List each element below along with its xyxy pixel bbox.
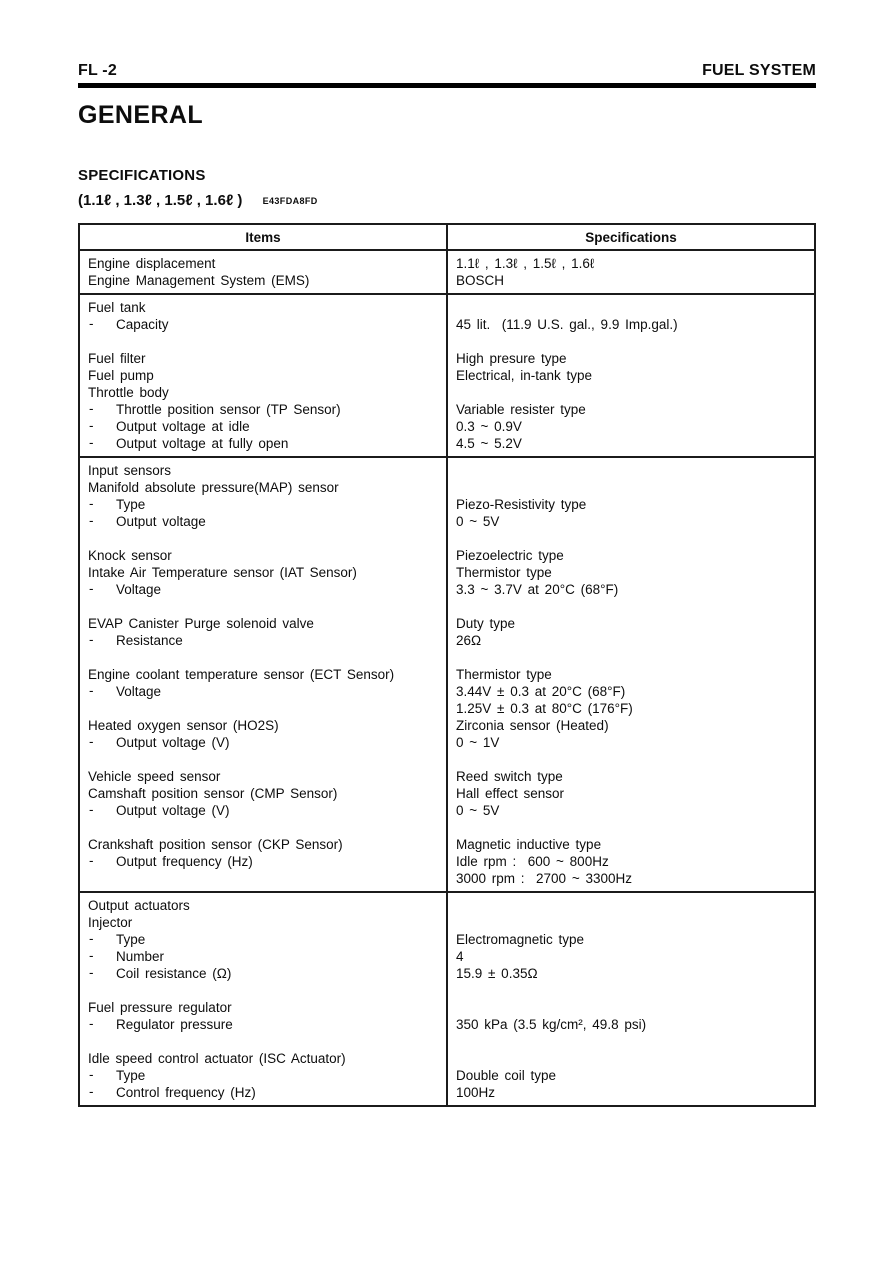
cell-line [456, 333, 806, 350]
table-row [79, 892, 815, 1106]
cell-line [88, 1084, 438, 1101]
cell-line: Piezoelectric type [456, 548, 564, 563]
bullet-dash: - [89, 316, 94, 331]
cell-line [88, 948, 438, 965]
cell-line [88, 1016, 438, 1033]
cell-line: Reed switch type [456, 769, 563, 784]
specs-cell [447, 892, 815, 1106]
cell-line: 3.44V ± 0.3 at 20°C (68°F) [456, 684, 626, 699]
spec-code: E43FDA8FD [262, 196, 318, 206]
specifications-table [78, 223, 816, 1107]
cell-line [88, 316, 438, 333]
cell-line [88, 734, 438, 751]
table-row [79, 250, 815, 294]
cell-line: Crankshaft position sensor (CKP Sensor) [88, 837, 343, 852]
cell-line [456, 914, 806, 931]
cell-line: Idle rpm : 600 ~ 800Hz [456, 854, 609, 869]
cell-line: Engine displacement [88, 256, 216, 271]
cell-line: Idle speed control actuator (ISC Actuator) [88, 1051, 346, 1066]
bullet-dash: - [89, 931, 94, 946]
cell-line [456, 598, 806, 615]
cell-line [88, 1033, 438, 1050]
cell-line: Thermistor type [456, 565, 552, 580]
bullet-dash: - [89, 581, 94, 596]
cell-line [456, 897, 806, 914]
cell-line: Fuel filter [88, 351, 146, 366]
cell-line [456, 649, 806, 666]
cell-line: 26Ω [456, 633, 482, 648]
cell-line: Piezo-Resistivity type [456, 497, 587, 512]
bullet-text: Regulator pressure [116, 1017, 233, 1032]
cell-line: Injector [88, 915, 133, 930]
bullet-dash: - [89, 435, 94, 450]
cell-line [88, 401, 438, 418]
cell-line [88, 1067, 438, 1084]
bullet-dash: - [89, 965, 94, 980]
col-header-items: Items [79, 224, 447, 250]
bullet-text: Throttle position sensor (TP Sensor) [116, 402, 341, 417]
bullet-dash: - [89, 496, 94, 511]
items-cell [79, 250, 447, 294]
bullet-text: Voltage [116, 582, 162, 597]
bullet-dash: - [89, 853, 94, 868]
cell-line [88, 982, 438, 999]
page-content [78, 0, 816, 1107]
bullet-text: Number [116, 949, 165, 964]
bullet-text: Output voltage (V) [116, 803, 230, 818]
bullet-dash: - [89, 513, 94, 528]
cell-line [88, 581, 438, 598]
specs-cell [447, 457, 815, 892]
cell-line: Input sensors [88, 463, 172, 478]
bullet-dash: - [89, 632, 94, 647]
cell-line [456, 479, 806, 496]
cell-line: 3000 rpm : 2700 ~ 3300Hz [456, 871, 632, 886]
cell-line: Fuel pump [88, 368, 154, 383]
bullet-dash: - [89, 802, 94, 817]
cell-line [456, 751, 806, 768]
bullet-text: Output voltage at idle [116, 419, 250, 434]
cell-line [88, 700, 438, 717]
cell-line: 1.1ℓ , 1.3ℓ , 1.5ℓ , 1.6ℓ [456, 256, 595, 271]
cell-line [88, 819, 438, 836]
bullet-dash: - [89, 683, 94, 698]
bullet-text: Output frequency (Hz) [116, 854, 253, 869]
bullet-dash: - [89, 1067, 94, 1082]
cell-line: Fuel tank [88, 300, 146, 315]
cell-line: Intake Air Temperature sensor (IAT Sensor) [88, 565, 357, 580]
bullet-dash: - [89, 948, 94, 963]
cell-line: 100Hz [456, 1085, 496, 1100]
cell-line: Output actuators [88, 898, 190, 913]
cell-line [88, 802, 438, 819]
bullet-dash: - [89, 1016, 94, 1031]
engine-variants: (1.1ℓ , 1.3ℓ , 1.5ℓ , 1.6ℓ ) [78, 192, 243, 209]
cell-line [88, 751, 438, 768]
cell-line: Engine Management System (EMS) [88, 273, 310, 288]
items-cell [79, 892, 447, 1106]
header-row [79, 224, 815, 250]
items-cell [79, 294, 447, 457]
cell-line [456, 384, 806, 401]
cell-line [88, 683, 438, 700]
cell-line: Knock sensor [88, 548, 172, 563]
cell-line: 0 ~ 5V [456, 514, 500, 529]
bullet-text: Voltage [116, 684, 162, 699]
cell-line [88, 853, 438, 870]
header-rule [78, 83, 816, 88]
cell-line: BOSCH [456, 273, 505, 288]
cell-line: 0 ~ 5V [456, 803, 500, 818]
cell-line: Electromagnetic type [456, 932, 585, 947]
cell-line: Variable resister type [456, 402, 586, 417]
cell-line [456, 819, 806, 836]
specs-cell [447, 250, 815, 294]
cell-line: Magnetic inductive type [456, 837, 602, 852]
bullet-text: Coil resistance (Ω) [116, 966, 232, 981]
engine-variants-line [78, 192, 816, 209]
cell-line [88, 418, 438, 435]
page-number: FL -2 [78, 62, 117, 79]
bullet-text: Output voltage [116, 514, 206, 529]
cell-line: Thermistor type [456, 667, 552, 682]
cell-line [88, 435, 438, 452]
cell-line [88, 496, 438, 513]
cell-line: 3.3 ~ 3.7V at 20°C (68°F) [456, 582, 619, 597]
specs-cell [447, 294, 815, 457]
cell-line: Heated oxygen sensor (HO2S) [88, 718, 279, 733]
cell-line: Fuel pressure regulator [88, 1000, 232, 1015]
cell-line: 350 kPa (3.5 kg/cm², 49.8 psi) [456, 1017, 647, 1032]
bullet-text: Type [116, 932, 146, 947]
cell-line [88, 530, 438, 547]
bullet-text: Type [116, 1068, 146, 1083]
cell-line [88, 931, 438, 948]
table-head [79, 224, 815, 250]
bullet-text: Capacity [116, 317, 169, 332]
cell-line [88, 513, 438, 530]
bullet-text: Resistance [116, 633, 183, 648]
cell-line: 4 [456, 949, 464, 964]
cell-line [456, 1033, 806, 1050]
cell-line: Vehicle speed sensor [88, 769, 221, 784]
col-header-specifications: Specifications [447, 224, 815, 250]
cell-line [88, 632, 438, 649]
bullet-dash: - [89, 1084, 94, 1099]
cell-line: 15.9 ± 0.35Ω [456, 966, 538, 981]
cell-line [88, 333, 438, 350]
cell-line [88, 870, 438, 887]
cell-line: Camshaft position sensor (CMP Sensor) [88, 786, 338, 801]
bullet-text: Control frequency (Hz) [116, 1085, 256, 1100]
chapter-title: FUEL SYSTEM [702, 62, 816, 79]
cell-line: High presure type [456, 351, 567, 366]
bullet-dash: - [89, 401, 94, 416]
cell-line [456, 1050, 806, 1067]
bullet-dash: - [89, 734, 94, 749]
cell-line: 0 ~ 1V [456, 735, 500, 750]
cell-line: EVAP Canister Purge solenoid valve [88, 616, 314, 631]
cell-line [456, 299, 806, 316]
items-cell [79, 457, 447, 892]
cell-line [456, 462, 806, 479]
bullet-dash: - [89, 418, 94, 433]
cell-line: 0.3 ~ 0.9V [456, 419, 522, 434]
cell-line [456, 982, 806, 999]
cell-line: Hall effect sensor [456, 786, 565, 801]
cell-line [456, 999, 806, 1016]
table-row [79, 457, 815, 892]
cell-line [88, 649, 438, 666]
bullet-text: Output voltage at fully open [116, 436, 289, 451]
cell-line: Engine coolant temperature sensor (ECT Sensor) [88, 667, 395, 682]
bullet-text: Type [116, 497, 146, 512]
cell-line: Manifold absolute pressure(MAP) sensor [88, 480, 339, 495]
cell-line: 45 lit. (11.9 U.S. gal., 9.9 Imp.gal.) [456, 317, 678, 332]
table-row [79, 294, 815, 457]
cell-line [456, 530, 806, 547]
cell-line: 4.5 ~ 5.2V [456, 436, 522, 451]
cell-line [88, 598, 438, 615]
cell-line: Duty type [456, 616, 516, 631]
specifications-heading: SPECIFICATIONS [78, 167, 206, 184]
cell-line: Throttle body [88, 385, 169, 400]
cell-line: Double coil type [456, 1068, 557, 1083]
page-title: GENERAL [78, 101, 204, 129]
table-body [79, 250, 815, 1106]
cell-line [88, 965, 438, 982]
cell-line: 1.25V ± 0.3 at 80°C (176°F) [456, 701, 633, 716]
bullet-text: Output voltage (V) [116, 735, 230, 750]
running-header [78, 62, 816, 80]
cell-line: Zirconia sensor (Heated) [456, 718, 609, 733]
cell-line: Electrical, in-tank type [456, 368, 593, 383]
